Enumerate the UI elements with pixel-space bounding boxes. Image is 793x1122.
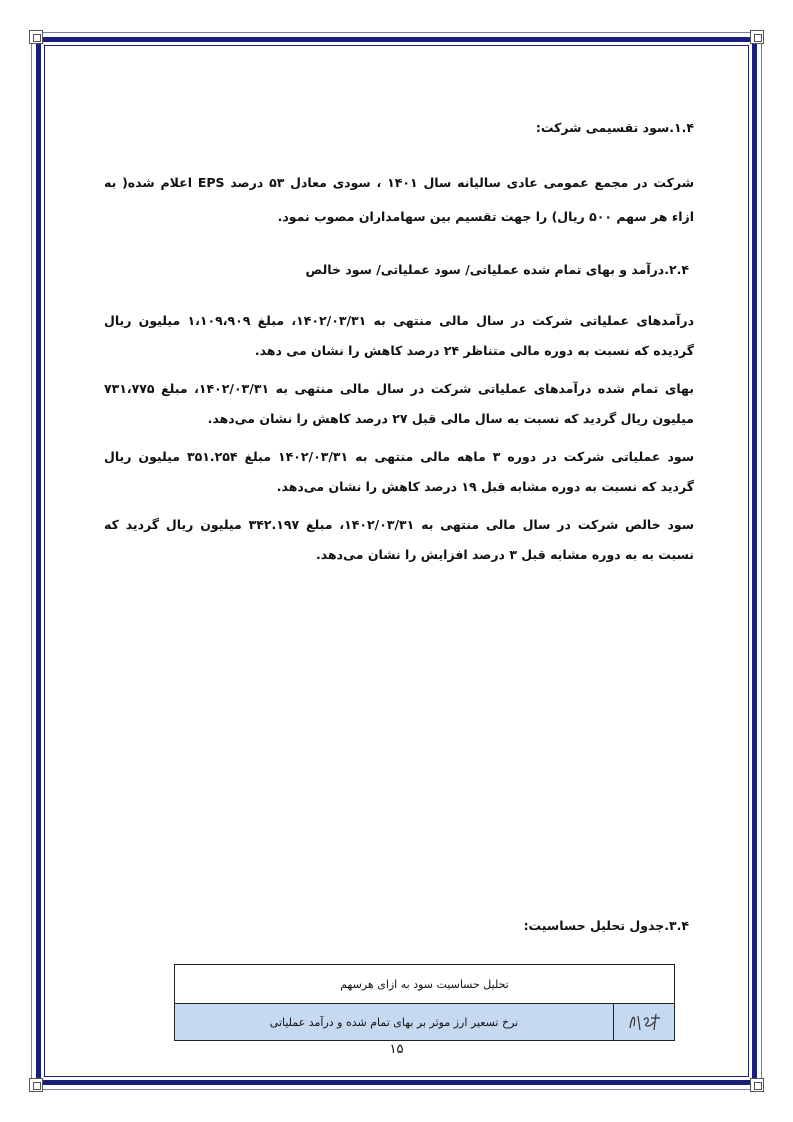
corner-ornament-bottom-right (750, 1078, 764, 1092)
corner-ornament-bottom-left (29, 1078, 43, 1092)
section-1-4-heading: ۱.۴.سود تقسیمی شرکت: (535, 120, 694, 135)
corner-ornament-top-right (750, 30, 764, 44)
dividend-paragraph: شرکت در مجمع عمومی عادی سالیانه سال ۱۴۰۱ ، سودی معادل ۵۳ درصد EPS اعلام شده( به ازاء هر سهم ۵۰۰ ریال) را جهت تقسیم بین سهامداران مصوب نمود. (104, 175, 695, 224)
table-row (175, 1004, 675, 1041)
section-2-4-body (104, 306, 694, 570)
sensitivity-table (174, 964, 675, 1041)
section-2-4-heading: ۲.۴.درآمد و بهای تمام شده عملیاتی/ سود عملیاتی/ سود خالص (305, 262, 689, 277)
corner-ornament-top-left (29, 30, 43, 44)
operating-profit-paragraph: سود عملیاتی شرکت در دوره ۳ ماهه مالی منتهی به ۱۴۰۲/۰۳/۳۱ مبلغ ۳۵۱.۲۵۴ میلیون ریال گردید که نسبت به دوره مشابه قبل ۱۹ درصد کاهش را نشان می‌دهد. (104, 449, 695, 494)
signature-stamp-icon (614, 1004, 675, 1041)
cost-of-revenue-paragraph: بهای تمام شده درآمدهای عملیاتی شرکت در سال مالی منتهی به ۱۴۰۲/۰۳/۳۱، مبلغ ۷۳۱،۷۷۵ میلیون ریال گردید که نسبت به سال مالی قبل ۲۷ درصد کاهش را نشان می‌دهد. (104, 381, 694, 426)
table-title: تحلیل حساسیت سود به ازای هرسهم (175, 965, 675, 1004)
net-profit-paragraph: سود خالص شرکت در سال مالی منتهی به ۱۴۰۲/۰۳/۳۱، مبلغ ۳۴۲.۱۹۷ میلیون ریال گردید که نسبت به به دوره مشابه قبل ۳ درصد افزایش را نشان می‌دهد. (104, 517, 695, 562)
section-3-4-heading: ۳.۴.جدول تحلیل حساسیت: (523, 918, 689, 933)
operating-revenue-paragraph: درآمدهای عملیاتی شرکت در سال مالی منتهی به ۱۴۰۲/۰۳/۳۱، مبلغ ۱،۱۰۹،۹۰۹ میلیون ریال گردیده که نسبت به دوره مالی متناظر ۲۴ درصد کاهش را نشان می دهد. (104, 313, 695, 358)
page-number: ۱۵ (389, 1042, 404, 1057)
section-1-4-paragraph (104, 166, 694, 234)
signature-icon (624, 1008, 664, 1034)
table-row-label: نرخ تسعیر ارز موثر بر بهای تمام شده و درآمد عملیاتی (175, 1004, 614, 1041)
table-title-row (175, 965, 675, 1004)
